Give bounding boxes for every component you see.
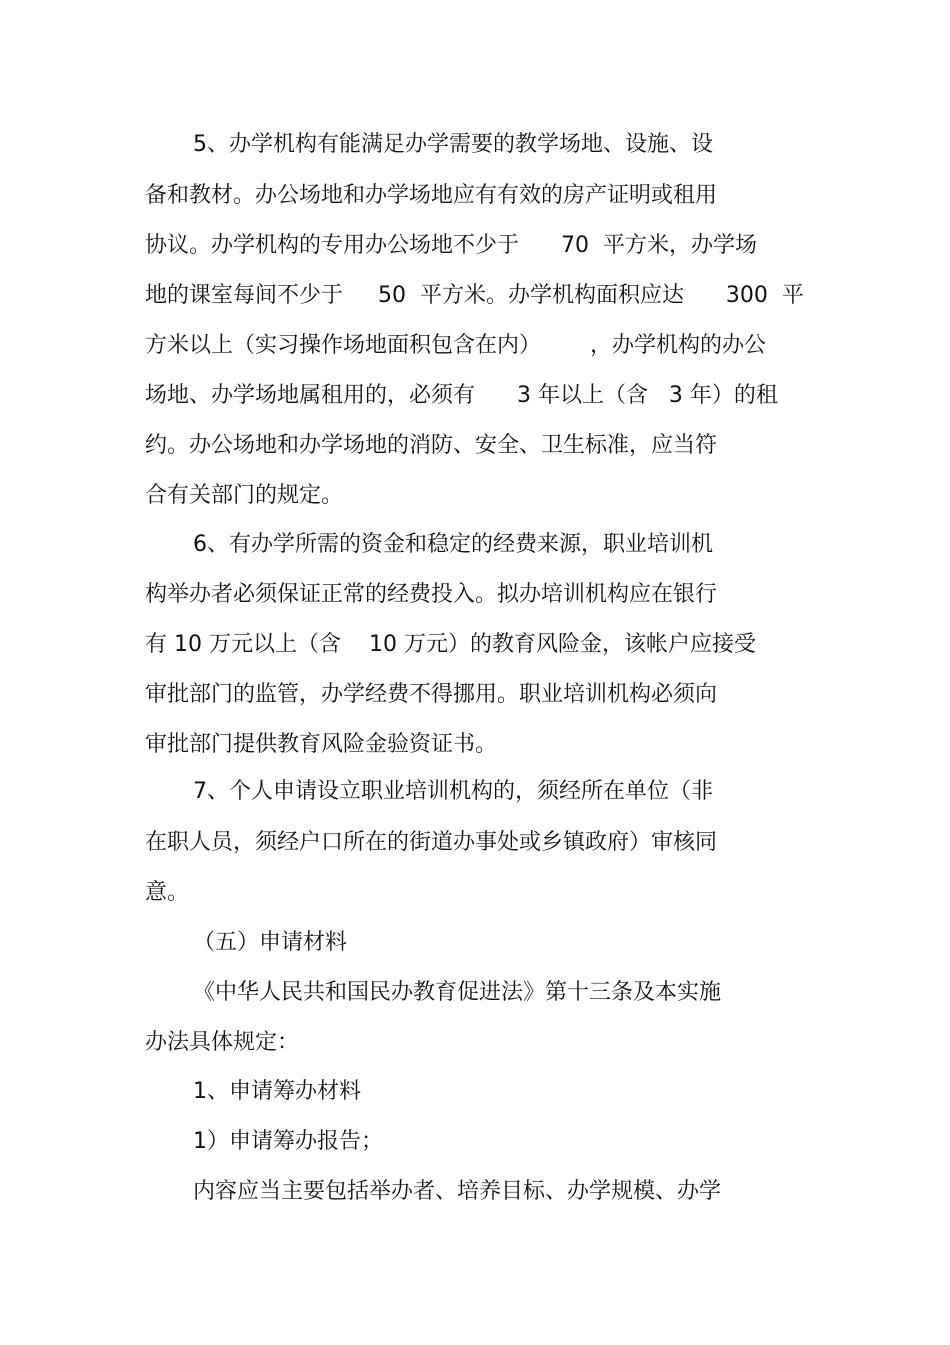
paragraph-6-line-1: 6、有办学所需的资金和稳定的经费来源，职业培训机	[193, 532, 713, 557]
item-preparation-report: 1）申请筹办报告；	[193, 1129, 383, 1154]
paragraph-law-line-2: 办法具体规定：	[145, 1030, 300, 1055]
paragraph-5-line-4: 地的课室每间不少于 50 平方米。办学机构面积应达 300 平	[145, 283, 804, 308]
paragraph-law-line-1: 《中华人民共和国民办教育促进法》第十三条及本实施	[193, 980, 722, 1005]
paragraph-6-line-5: 审批部门提供教育风险金验资证书。	[145, 732, 498, 757]
paragraph-5-line-1: 5、办学机构有能满足办学需要的教学场地、设施、设	[193, 132, 713, 157]
paragraph-5-line-6: 场地、办学场地属租用的，必须有 3 年以上（含 3 年）的租	[145, 383, 778, 408]
paragraph-7-line-3: 意。	[145, 880, 190, 905]
paragraph-5-line-3: 协议。办学机构的专用办公场地不少于 70 平方米，办学场	[145, 233, 757, 258]
paragraph-5-line-5: 方米以上（实习操作场地面积包含在内） ，办学机构的办公	[145, 333, 766, 358]
subheading-preparation-materials: 1、申请筹办材料	[193, 1079, 361, 1104]
paragraph-6-line-2: 构举办者必须保证正常的经费投入。拟办培训机构应在银行	[145, 582, 718, 607]
paragraph-5-line-2: 备和教材。办公场地和办学场地应有有效的房产证明或租用	[145, 183, 718, 208]
paragraph-5-line-7: 约。办公场地和办学场地的消防、安全、卫生标准，应当符	[145, 433, 718, 458]
paragraph-5-line-8: 合有关部门的规定。	[145, 483, 344, 508]
section-heading-application-materials: （五）申请材料	[193, 930, 348, 955]
paragraph-report-content-line-1: 内容应当主要包括举办者、培养目标、办学规模、办学	[193, 1179, 722, 1204]
paragraph-6-line-4: 审批部门的监管，办学经费不得挪用。职业培训机构必须向	[145, 682, 718, 707]
paragraph-7-line-2: 在职人员，须经户口所在的街道办事处或乡镇政府）审核同	[145, 830, 718, 855]
paragraph-6-line-3: 有 10 万元以上（含 10 万元）的教育风险金，该帐户应接受	[145, 632, 756, 657]
paragraph-7-line-1: 7、个人申请设立职业培训机构的，须经所在单位（非	[193, 779, 713, 804]
